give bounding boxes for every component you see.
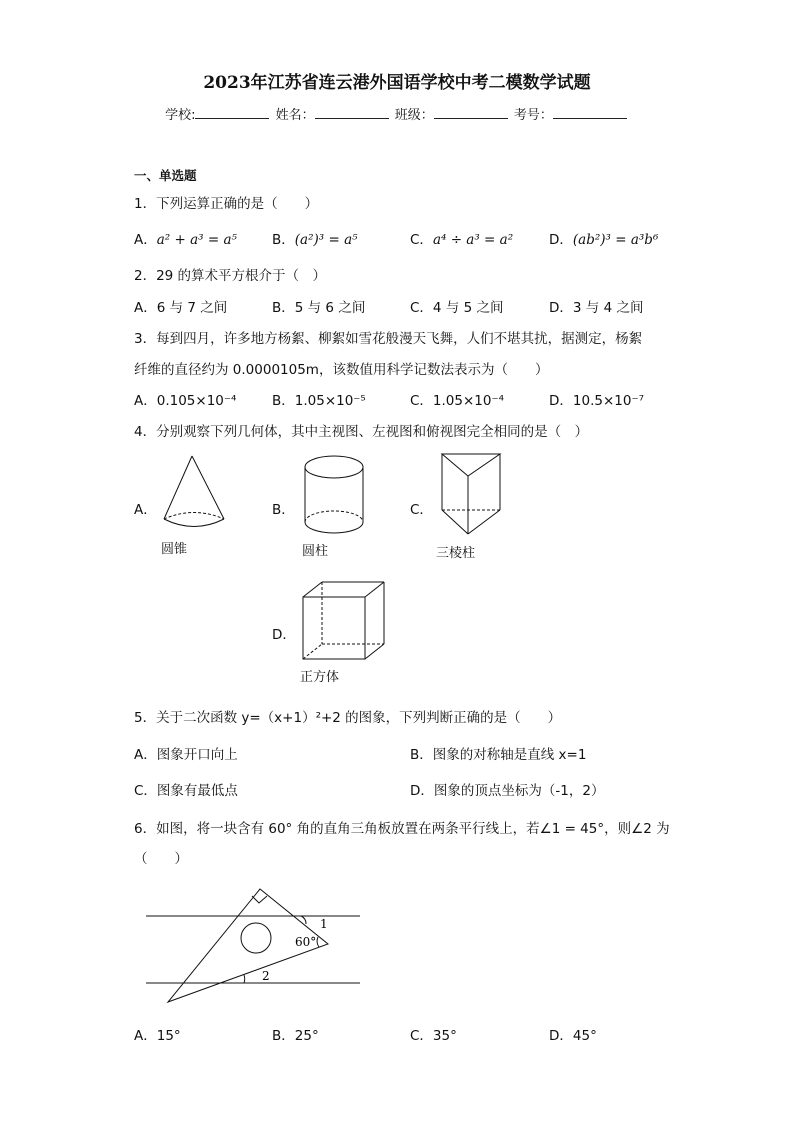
q1-option-d-letter: D．: [549, 232, 573, 248]
q4-option-b: B．: [272, 502, 295, 518]
q1-option-b-letter: B．: [272, 232, 295, 248]
q6-option-c: C．35°: [410, 1028, 457, 1044]
q2-option-b: B．5 与 6 之间: [272, 300, 366, 316]
triangle-parallel-lines-figure: [140, 885, 370, 1010]
q5-option-d: D．图象的顶点坐标为（-1，2）: [410, 783, 605, 799]
q1-option-a-math: a² + a³ = a⁵: [156, 232, 237, 248]
class-blank: [434, 106, 508, 119]
q6-option-b: B．25°: [272, 1028, 319, 1044]
q1-option-d-math: (ab²)³ = a³b⁶: [572, 232, 659, 248]
exam-no-blank: [553, 106, 627, 119]
q5-stem: 5．关于二次函数 y=（x+1）²+2 的图象，下列判断正确的是（ ）: [134, 710, 562, 726]
q6-stem-line1: 6．如图，将一块含有 60° 角的直角三角板放置在两条平行线上，若∠1 = 45°，则∠2 为: [134, 821, 670, 837]
q6-option-a: A．15°: [134, 1028, 181, 1044]
name-blank: [315, 106, 389, 119]
q1-option-c-letter: C．: [410, 232, 433, 248]
cone-figure: [158, 452, 233, 537]
q4-option-d: D．: [272, 627, 296, 643]
q1-option-a: [134, 228, 237, 248]
school-label: 学校:: [165, 108, 196, 123]
q1-option-a-letter: A．: [134, 232, 157, 248]
q5-option-b: B．图象的对称轴是直线 x=1: [410, 747, 587, 763]
q3-stem-line1: 3．每到四月，许多地方杨絮、柳絮如雪花般漫天飞舞，人们不堪其扰，据测定，杨絮: [134, 331, 643, 347]
q3-option-b: B．1.05×10⁻⁵: [272, 393, 366, 409]
section-heading: 一、单选题: [134, 168, 197, 183]
triangular-prism-figure: [436, 450, 506, 542]
q3-option-d: D．10.5×10⁻⁷: [549, 393, 644, 409]
cone-label: 圆锥: [161, 542, 188, 557]
q2-option-d: D．3 与 4 之间: [549, 300, 644, 316]
cylinder-label: 圆柱: [302, 544, 329, 559]
q2-stem: 2．29 的算术平方根介于（ ）: [134, 268, 327, 284]
q1-option-b: [272, 228, 358, 248]
q1-stem: 1．下列运算正确的是（ ）: [134, 196, 319, 212]
q6-option-d: D．45°: [549, 1028, 597, 1044]
q3-option-a: A．0.105×10⁻⁴: [134, 393, 237, 409]
cube-label: 正方体: [300, 670, 340, 685]
q6-stem-line2: （ ）: [134, 851, 188, 867]
q5-option-c: C．图象有最低点: [134, 783, 238, 799]
q1-option-c-math: a⁴ ÷ a³ = a²: [432, 232, 514, 248]
exam-no-label: 考号：: [513, 108, 553, 123]
q3-option-c: C．1.05×10⁻⁴: [410, 393, 505, 409]
cylinder-figure: [301, 452, 369, 537]
q1-option-d: [549, 228, 658, 248]
q3-stem-line2: 纤维的直径约为 0.0000105m，该数值用科学记数法表示为（ ）: [134, 362, 549, 378]
student-info-line: [0, 104, 794, 123]
q4-option-a: A．: [134, 502, 157, 518]
q1-option-c: [410, 228, 513, 248]
school-blank: [195, 106, 269, 119]
cube-figure: [300, 580, 386, 662]
page-title: 2023年江苏省连云港外国语学校中考二模数学试题: [203, 73, 591, 93]
angle-60-label: 60°: [295, 935, 317, 949]
q2-option-c: C．4 与 5 之间: [410, 300, 504, 316]
q4-option-c: C．: [410, 502, 433, 518]
q1-option-b-math: (a²)³ = a⁵: [294, 232, 358, 248]
triangular-prism-label: 三棱柱: [436, 546, 476, 561]
name-label: 姓名：: [275, 108, 315, 123]
q2-option-a: A．6 与 7 之间: [134, 300, 228, 316]
q5-option-a: A．图象开口向上: [134, 747, 238, 763]
q4-stem: 4．分别观察下列几何体，其中主视图、左视图和俯视图完全相同的是（ ）: [134, 424, 589, 440]
angle-1-label: 1: [320, 917, 328, 931]
angle-2-label: 2: [262, 969, 270, 983]
class-label: 班级：: [394, 108, 434, 123]
